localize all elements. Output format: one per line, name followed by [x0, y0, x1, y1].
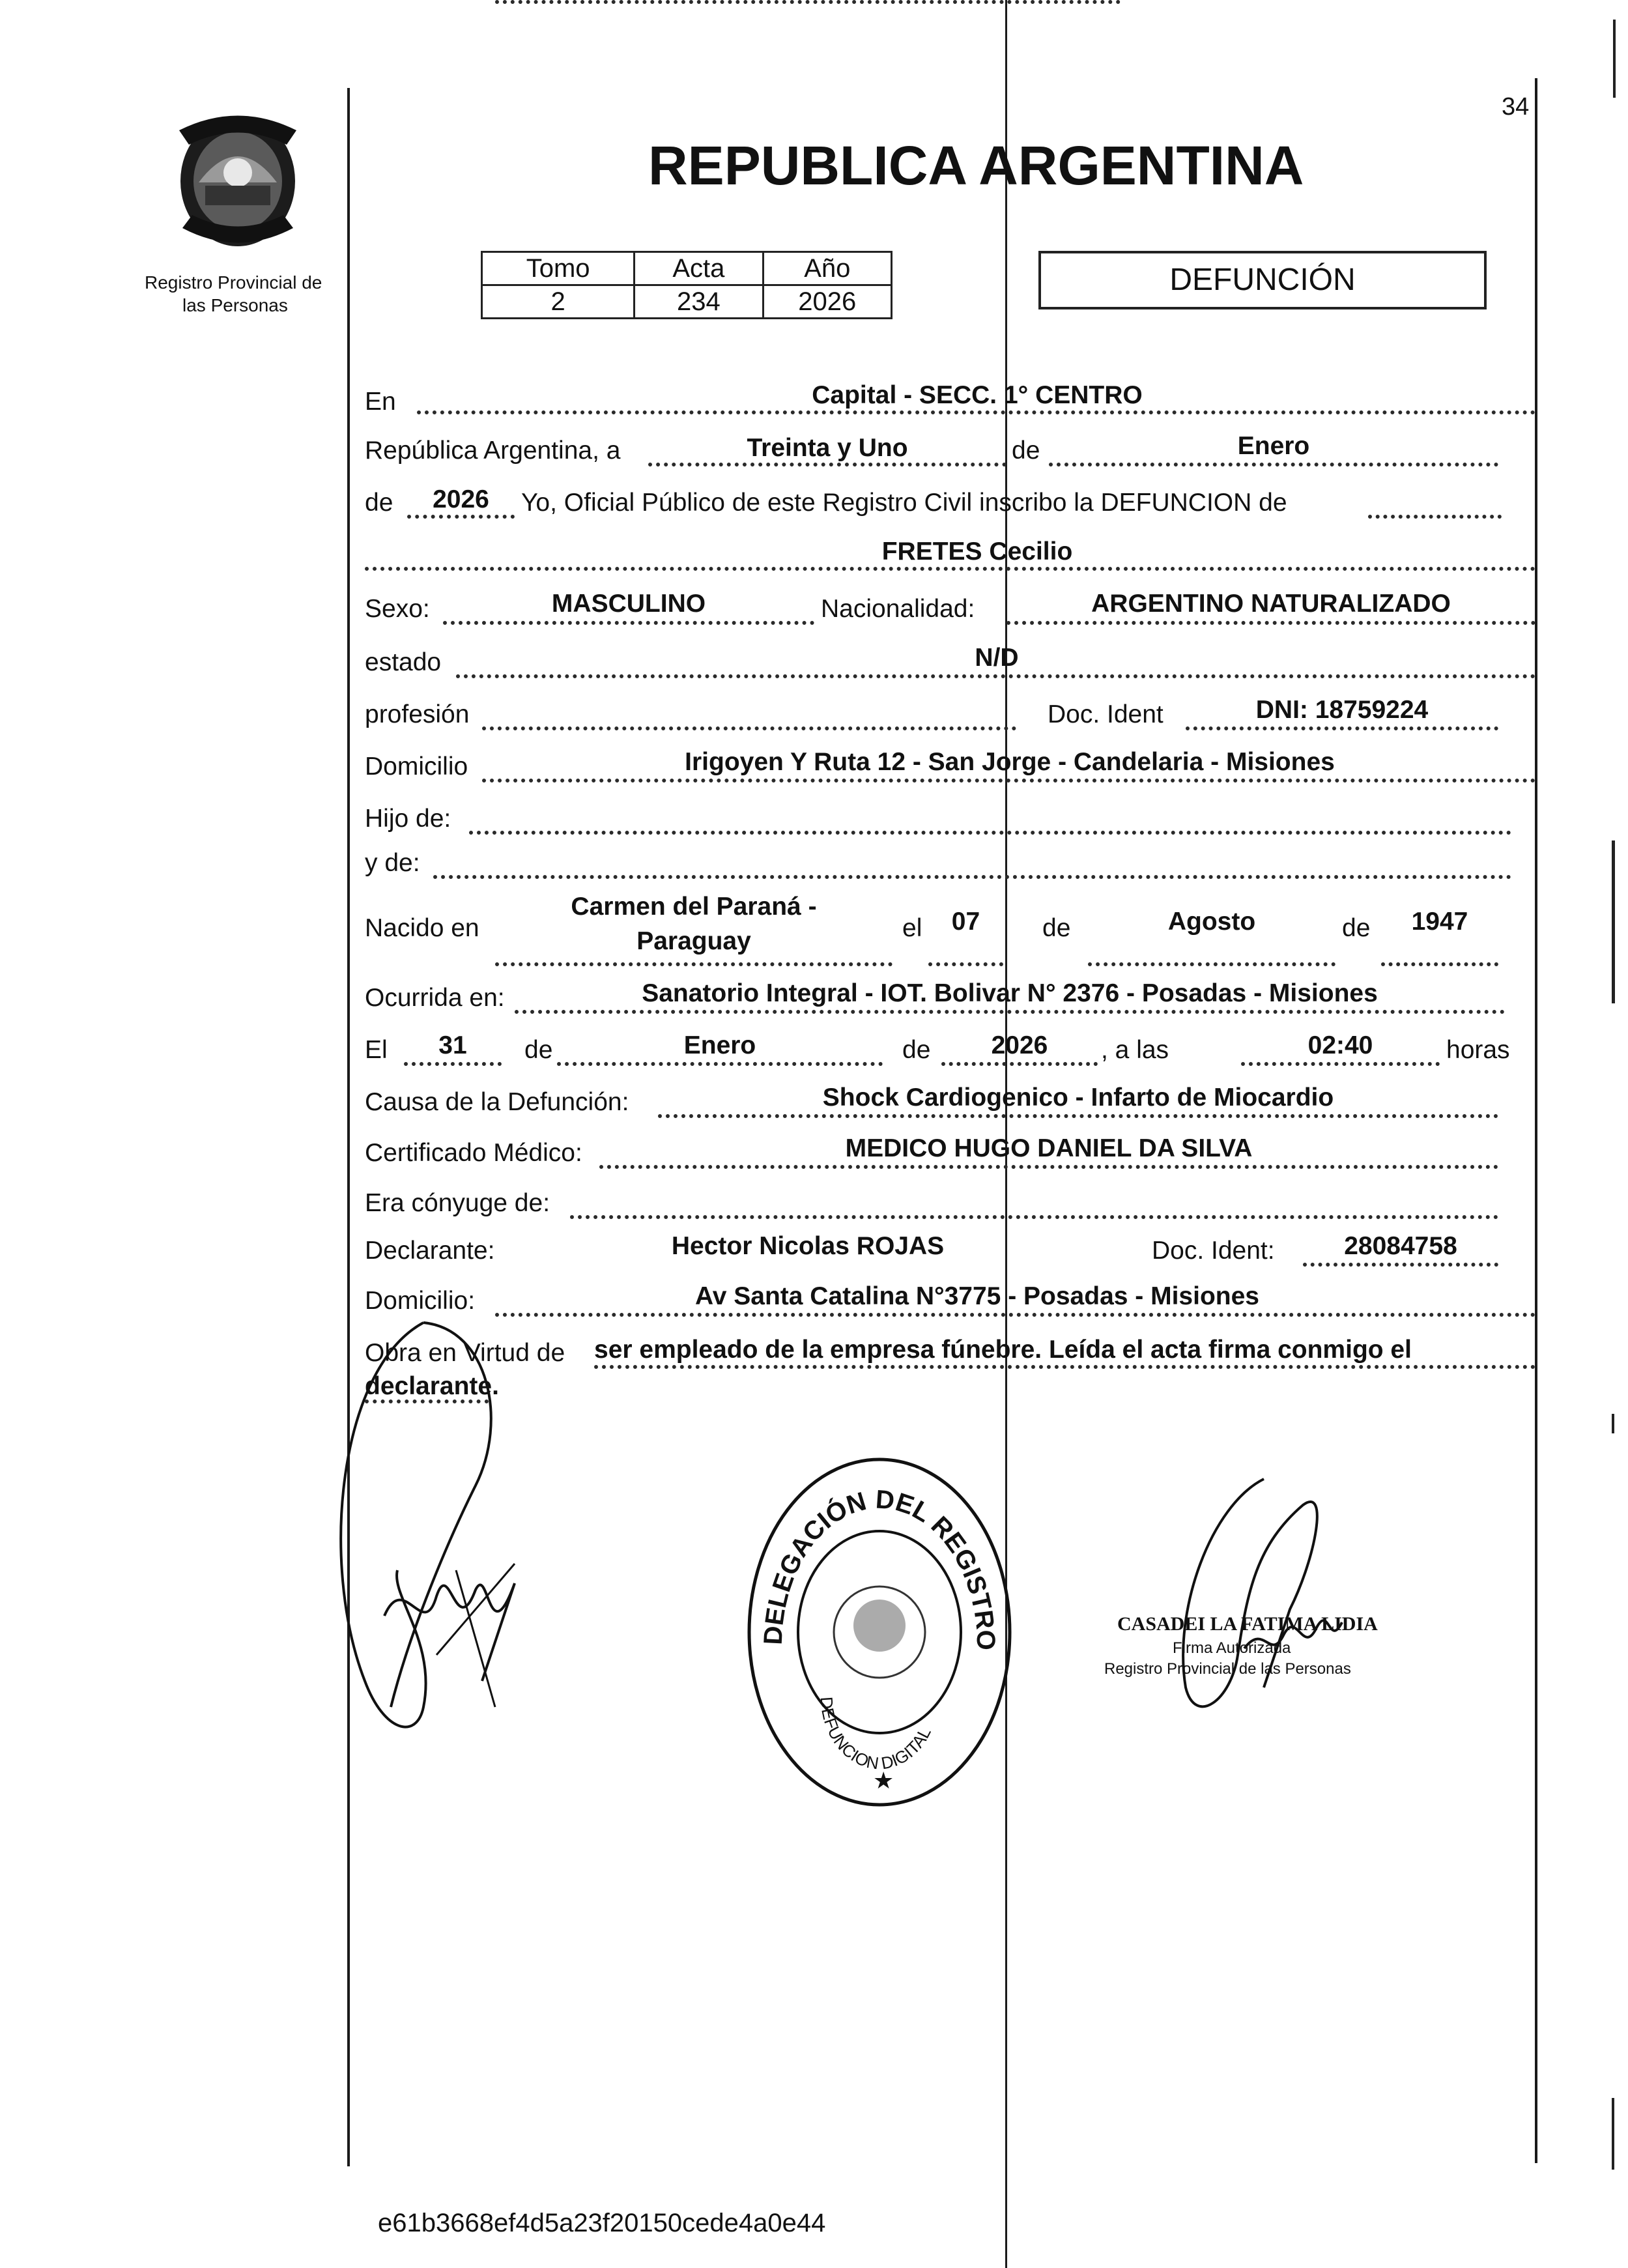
de-label-month: de [1012, 437, 1040, 465]
statement-dotted-line [1368, 515, 1502, 519]
estado-value: N/D [975, 644, 1019, 672]
hijo-de-label: Hijo de: [365, 805, 451, 833]
doc-ident-dotted-line [1186, 726, 1498, 730]
birth-month-dotted-line [1088, 962, 1335, 966]
record-type-box [1038, 251, 1487, 309]
domicilio-value: Irigoyen Y Ruta 12 - San Jorge - Candelaria - Misiones [685, 748, 1335, 776]
en-dotted-line [417, 410, 1535, 414]
y-de-label: y de: [365, 849, 420, 877]
en-value: Capital - SECC. 1° CENTRO [812, 381, 1143, 409]
obra-dotted-line-1 [594, 1365, 1535, 1369]
table-header-anio: Año [763, 252, 891, 285]
record-table-value-row [482, 285, 892, 319]
doc2-dotted-line [1303, 1263, 1498, 1267]
registry-seal [743, 1450, 1016, 1815]
en-label: En [365, 388, 396, 416]
birth-de-label-1: de [1042, 914, 1071, 942]
page-title: REPUBLICA ARGENTINA [648, 135, 1304, 196]
birth-el-label: el [902, 914, 922, 942]
causa-dotted-line [658, 1114, 1498, 1118]
sexo-dotted-line [443, 621, 814, 625]
declarante-dotted-line [495, 0, 1121, 4]
profesion-dotted-line [482, 726, 1016, 730]
domicilio2-dotted-line [495, 1313, 1535, 1317]
domicilio2-value: Av Santa Catalina N°3775 - Posadas - Misiones [695, 1282, 1259, 1310]
sexo-label: Sexo: [365, 595, 430, 623]
republica-label: República Argentina, a [365, 437, 621, 465]
death-day-value: 31 [438, 1031, 467, 1059]
official-stamp-line3: Registro Provincial de las Personas [1104, 1660, 1351, 1678]
doc-ident-value: DNI: 18759224 [1255, 696, 1429, 724]
ocurrida-value: Sanatorio Integral - IOT. Bolivar N° 2376 - Posadas - Misiones [642, 979, 1378, 1007]
province-emblem [166, 104, 309, 254]
death-time-value: 02:40 [1307, 1031, 1373, 1059]
birthplace-line1: Carmen del Paraná - [571, 893, 817, 921]
domicilio2-label: Domicilio: [365, 1287, 476, 1315]
scan-edge-mark [1612, 840, 1615, 1003]
domicilio-dotted-line [482, 779, 1535, 782]
nacionalidad-value: ARGENTINO NATURALIZADO [1091, 590, 1451, 618]
registry-name-line1: Registro Provincial de [145, 272, 322, 293]
table-value-acta: 234 [635, 285, 763, 319]
table-header-tomo: Tomo [482, 252, 635, 285]
nacionalidad-dotted-line [1007, 621, 1535, 625]
causa-label: Causa de la Defunción: [365, 1088, 629, 1116]
seal-outer-text: DELEGACIÓN DEL REGISTRO [758, 1485, 1001, 1651]
causa-value: Shock Cardiogenico - Infarto de Miocardio [822, 1084, 1334, 1112]
birthplace-dotted-line [495, 962, 893, 966]
table-header-acta: Acta [635, 252, 763, 285]
horas-label: horas [1446, 1036, 1510, 1064]
month-dotted-line [1049, 463, 1498, 467]
official-signature [1134, 1440, 1381, 1740]
statement-text: Yo, Oficial Público de este Registro Civil inscribo la DEFUNCION de [521, 489, 1287, 517]
scan-edge-mark [1613, 20, 1616, 98]
a-las-label: , a las [1101, 1036, 1169, 1064]
obra-value-line1: ser empleado de la empresa fúnebre. Leída el acta firma conmigo el [594, 1336, 1412, 1364]
birth-day-dotted-line [928, 962, 1003, 966]
document-hash: e61b3668ef4d5a23f20150cede4a0e44 [378, 2209, 826, 2237]
left-margin-rule [347, 88, 350, 2166]
nacido-en-label: Nacido en [365, 914, 479, 942]
declarante-label: Declarante: [365, 1237, 495, 1265]
scan-edge-mark [1612, 1414, 1614, 1433]
official-stamp-line1: CASADEI LA FATIMA LIDIA [1117, 1613, 1378, 1635]
day-words-value: Treinta y Uno [747, 434, 908, 462]
estado-label: estado [365, 648, 442, 676]
year-prefix-label: de [365, 489, 393, 517]
death-month-dotted-line [557, 1062, 883, 1066]
month-value: Enero [1237, 432, 1310, 460]
page-number: 34 [1502, 93, 1530, 121]
name-dotted-line [365, 567, 1535, 571]
seal-star-icon: ★ [873, 1768, 894, 1794]
day-dotted-line [648, 463, 1007, 467]
birth-year-dotted-line [1381, 962, 1498, 966]
right-margin-rule [1535, 78, 1537, 2163]
death-year-value: 2026 [991, 1031, 1048, 1059]
y-de-dotted-line [433, 875, 1511, 879]
doc2-value: 28084758 [1344, 1232, 1457, 1260]
record-type-label: DEFUNCIÓN [1169, 263, 1356, 297]
certificado-label: Certificado Médico: [365, 1139, 582, 1167]
record-table [481, 251, 893, 319]
certificado-value: MEDICO HUGO DANIEL DA SILVA [845, 1134, 1253, 1162]
table-value-anio: 2026 [763, 285, 891, 319]
birth-de-label-2: de [1342, 914, 1371, 942]
death-el-label: El [365, 1036, 388, 1064]
death-year-dotted-line [941, 1062, 1098, 1066]
scan-edge-mark [1612, 2098, 1614, 2170]
year-value: 2026 [433, 485, 489, 513]
conyuge-label: Era cónyuge de: [365, 1189, 550, 1217]
conyuge-dotted-line [570, 1215, 1498, 1219]
death-de-label-2: de [902, 1036, 931, 1064]
birth-month-value: Agosto [1167, 908, 1256, 936]
seal-inner-text: DEFUNCION DIGITAL [816, 1696, 935, 1773]
sexo-value: MASCULINO [551, 590, 706, 618]
birth-day-value: 07 [951, 908, 980, 936]
hijo-de-dotted-line [469, 831, 1511, 835]
obra-label: Obra en Virtud de [365, 1339, 565, 1367]
certificado-dotted-line [599, 1165, 1498, 1169]
obra-value-line2: declarante. [365, 1372, 499, 1400]
declarante-value: Hector Nicolas ROJAS [671, 1232, 945, 1260]
declarant-signature [326, 1287, 560, 1759]
official-stamp-line2: Firma Autorizada [1173, 1639, 1291, 1657]
estado-dotted-line [456, 674, 1535, 678]
death-day-dotted-line [404, 1062, 502, 1066]
death-time-dotted-line [1241, 1062, 1440, 1066]
death-de-label-1: de [524, 1036, 553, 1064]
doc2-ident-label: Doc. Ident: [1152, 1237, 1275, 1265]
ocurrida-label: Ocurrida en: [365, 984, 505, 1012]
profesion-label: profesión [365, 700, 470, 728]
deceased-name-value: FRETES Cecilio [881, 538, 1073, 566]
doc-ident-label: Doc. Ident [1048, 700, 1164, 728]
registry-name-line2: las Personas [182, 295, 288, 315]
birthplace-line2: Paraguay [636, 927, 751, 955]
record-table-header-row [482, 252, 892, 285]
death-month-value: Enero [683, 1031, 756, 1059]
ocurrida-dotted-line [515, 1010, 1505, 1014]
nacionalidad-label: Nacionalidad: [821, 595, 975, 623]
table-value-tomo: 2 [482, 285, 635, 319]
birth-year-value: 1947 [1411, 908, 1468, 936]
domicilio-label: Domicilio [365, 753, 468, 781]
year-dotted-line [407, 515, 515, 519]
